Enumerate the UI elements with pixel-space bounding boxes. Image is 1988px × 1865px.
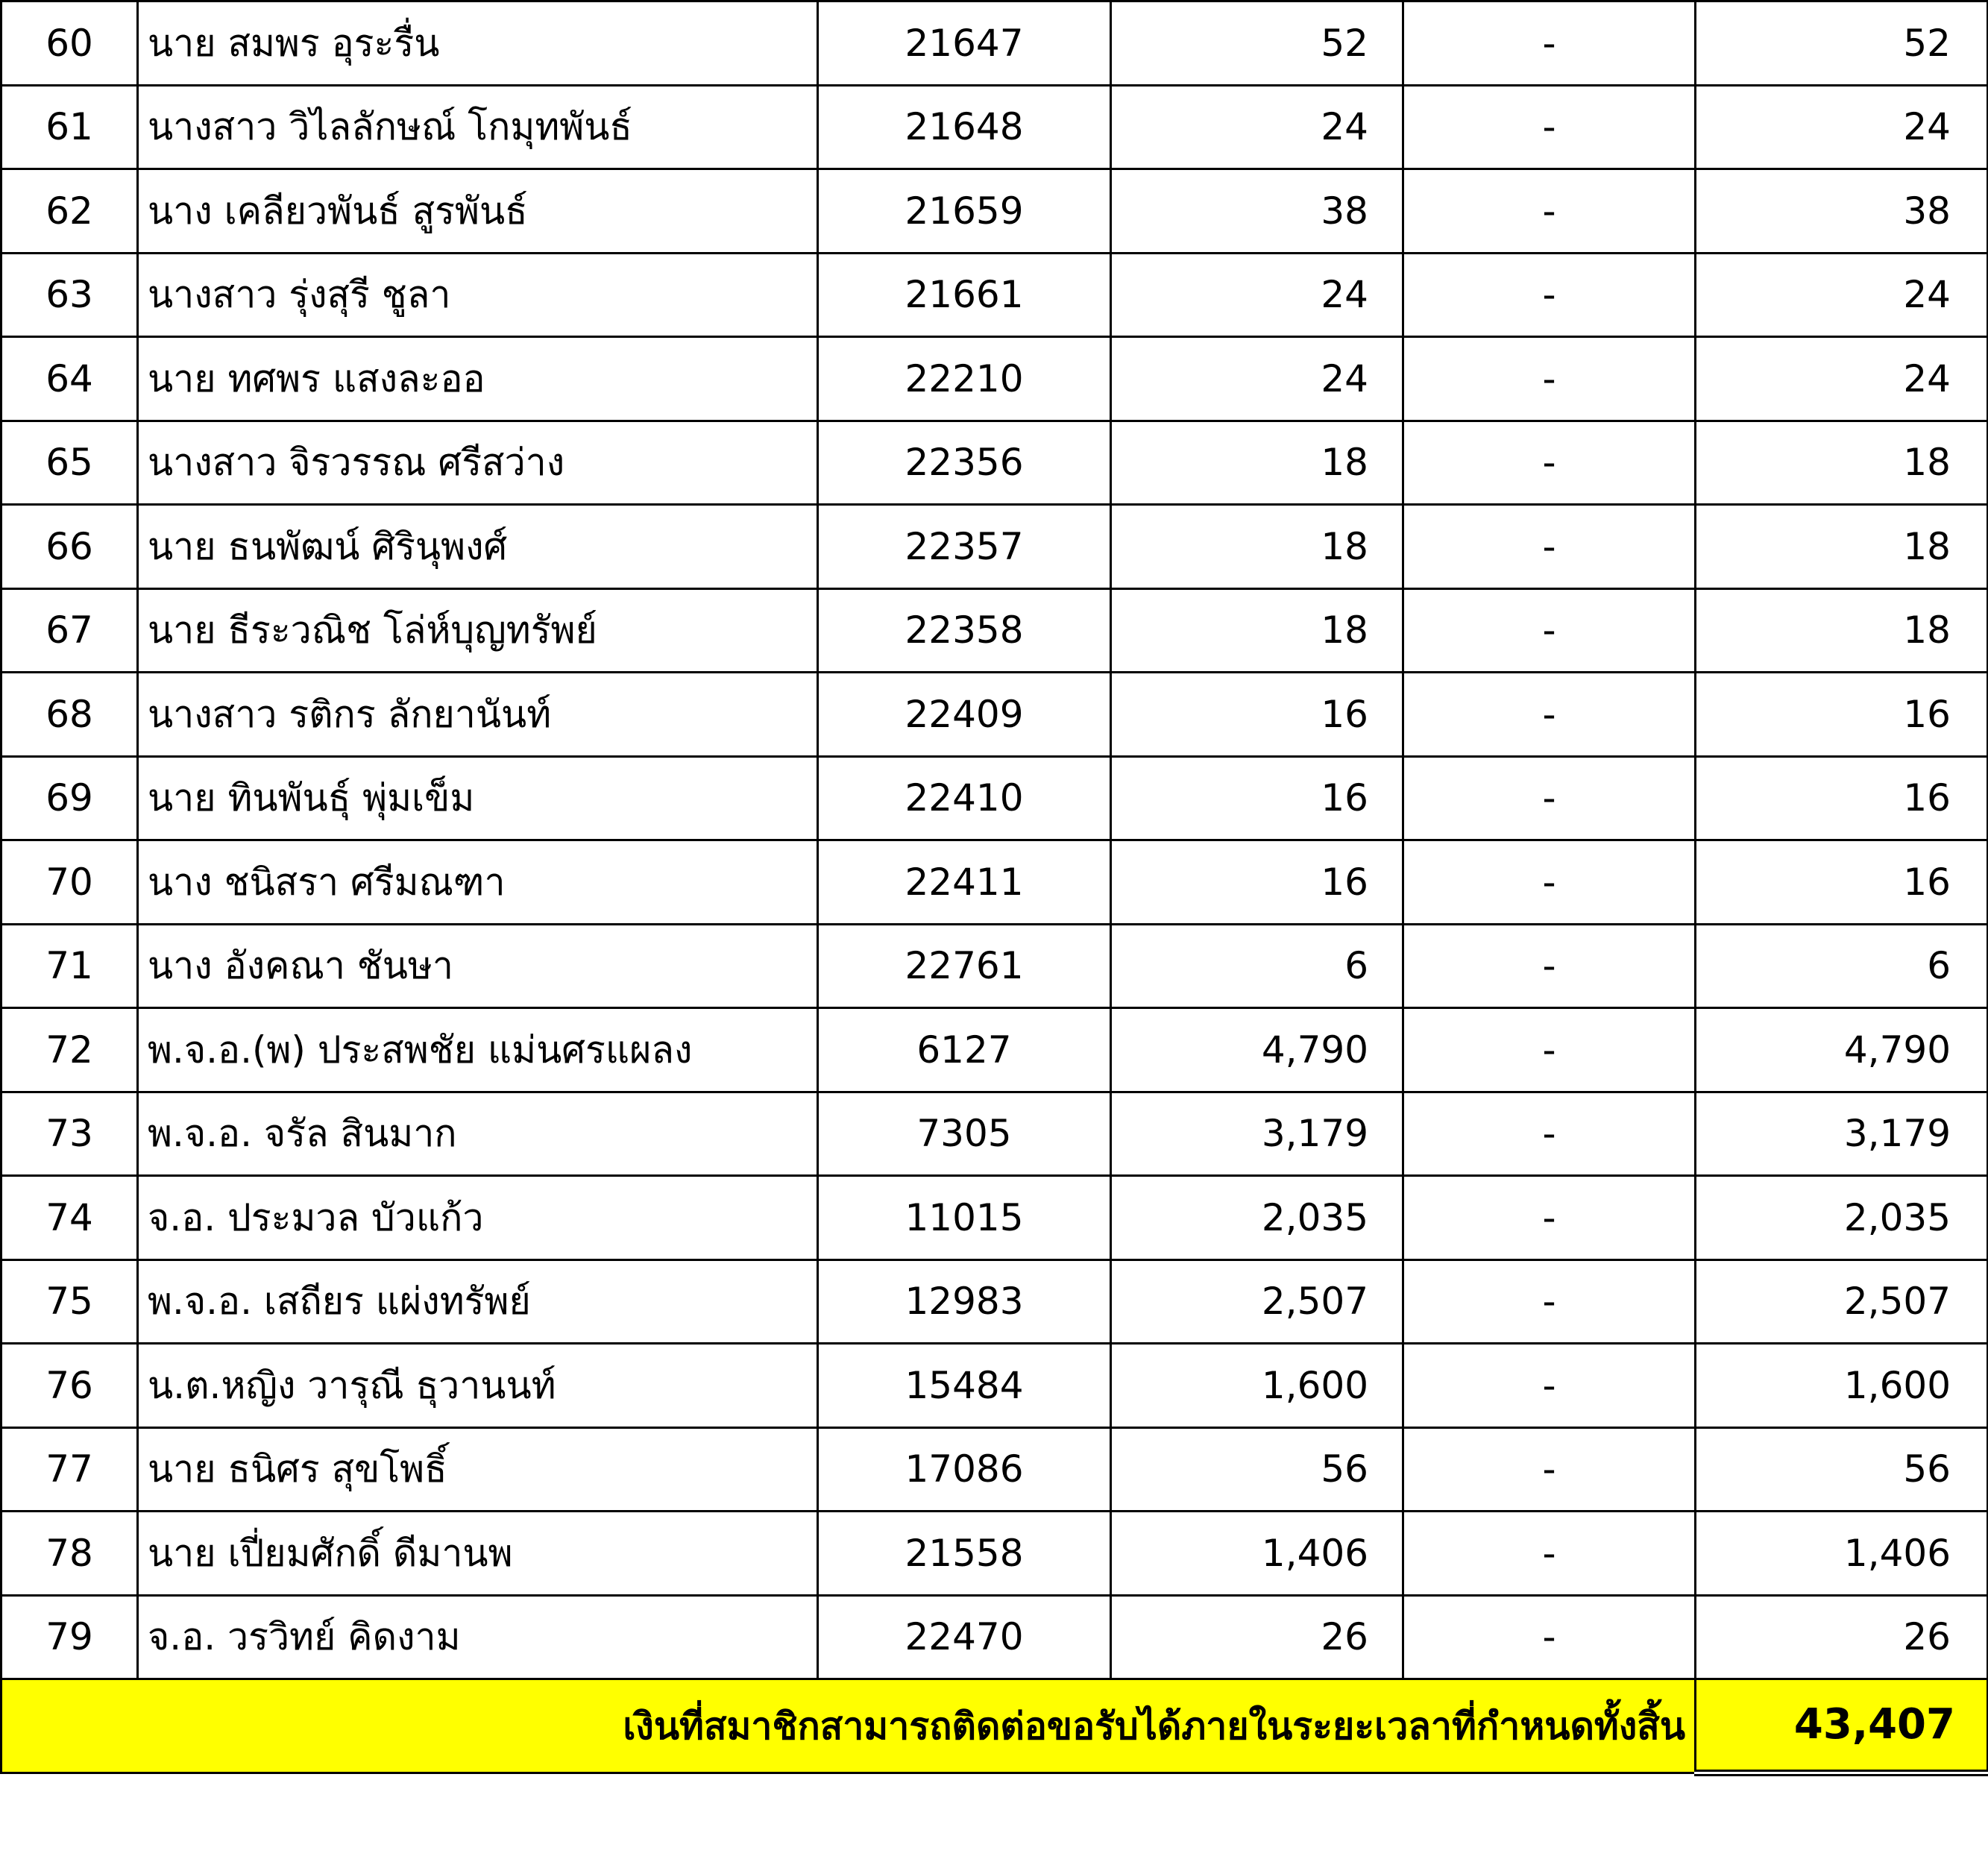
member-name: นาง ชนิสรา ศรีมณฑา [138,840,818,925]
row-total-cell: 26 [1696,1595,1988,1679]
row-total-cell: 18 [1696,588,1988,673]
member-name: นาย ธนิศร สุขโพธิ์ [138,1427,818,1512]
row-number: 61 [1,85,138,169]
member-id: 22356 [818,421,1111,505]
deduction-cell: - [1403,1595,1696,1679]
amount-cell: 18 [1111,505,1403,589]
grand-total-value: 43,407 [1696,1679,1988,1773]
table-row [1,924,1988,1008]
member-id: 22357 [818,505,1111,589]
table-row [1,1259,1988,1344]
member-name: นางสาว รติกร ลักยานันท์ [138,673,818,757]
row-number: 73 [1,1092,138,1176]
row-total-cell: 16 [1696,840,1988,925]
table-row [1,253,1988,337]
row-number: 72 [1,1008,138,1092]
table-row [1,673,1988,757]
row-number: 65 [1,421,138,505]
deduction-cell: - [1403,1,1696,86]
member-name: นาย สมพร อุระรื่น [138,1,818,86]
amount-cell: 52 [1111,1,1403,86]
row-total-cell: 24 [1696,85,1988,169]
deduction-cell: - [1403,1344,1696,1428]
row-total-cell: 1,406 [1696,1512,1988,1596]
member-id: 21661 [818,253,1111,337]
member-name: นางสาว รุ่งสุรี ชูลา [138,253,818,337]
member-id: 21647 [818,1,1111,86]
row-number: 64 [1,337,138,421]
row-total-cell: 2,507 [1696,1259,1988,1344]
amount-cell: 3,179 [1111,1092,1403,1176]
deduction-cell: - [1403,1176,1696,1260]
member-id: 6127 [818,1008,1111,1092]
member-id: 22411 [818,840,1111,925]
row-total-cell: 3,179 [1696,1092,1988,1176]
deduction-cell: - [1403,756,1696,840]
deduction-cell: - [1403,1092,1696,1176]
row-number: 77 [1,1427,138,1512]
member-id: 15484 [818,1344,1111,1428]
member-name: พ.จ.อ. เสถียร แผ่งทรัพย์ [138,1259,818,1344]
deduction-cell: - [1403,1427,1696,1512]
row-number: 63 [1,253,138,337]
member-name: นาย เปี่ยมศักดิ์ ดีมานพ [138,1512,818,1596]
amount-cell: 24 [1111,253,1403,337]
deduction-cell: - [1403,588,1696,673]
table-row [1,1512,1988,1596]
member-name: นาย ธนพัฒน์ ศิรินุพงศ์ [138,505,818,589]
amount-cell: 16 [1111,673,1403,757]
member-id: 22409 [818,673,1111,757]
member-id: 17086 [818,1427,1111,1512]
amount-cell: 24 [1111,337,1403,421]
amount-cell: 1,406 [1111,1512,1403,1596]
member-name: น.ต.หญิง วารุณี ธุวานนท์ [138,1344,818,1428]
member-name: นาง เคลียวพันธ์ สูรพันธ์ [138,169,818,254]
member-id: 7305 [818,1092,1111,1176]
table-row [1,1344,1988,1428]
table-row [1,588,1988,673]
row-total-cell: 38 [1696,169,1988,254]
table-row [1,85,1988,169]
member-name: พ.จ.อ.(พ) ประสพชัย แม่นศรแผลง [138,1008,818,1092]
row-total-cell: 18 [1696,421,1988,505]
total-label: เงินที่สมาชิกสามารถติดต่อขอรับได้ภายในระยะเวลาที่กำหนดทั้งสิ้น [1,1679,1696,1773]
deduction-cell: - [1403,85,1696,169]
member-id: 22470 [818,1595,1111,1679]
table-row [1,1,1988,86]
row-number: 71 [1,924,138,1008]
row-total-cell: 18 [1696,505,1988,589]
table-row [1,840,1988,925]
amount-cell: 18 [1111,421,1403,505]
member-id: 22761 [818,924,1111,1008]
row-number: 60 [1,1,138,86]
member-name: นาย ทินพันธุ์ พุ่มเข็ม [138,756,818,840]
row-total-cell: 24 [1696,337,1988,421]
member-name: นาย ทศพร แสงละออ [138,337,818,421]
row-number: 68 [1,673,138,757]
deduction-cell: - [1403,673,1696,757]
deduction-cell: - [1403,505,1696,589]
member-name: จ.อ. วรวิทย์ คิดงาม [138,1595,818,1679]
table-row [1,337,1988,421]
deduction-cell: - [1403,421,1696,505]
row-number: 69 [1,756,138,840]
row-number: 78 [1,1512,138,1596]
row-total-cell: 56 [1696,1427,1988,1512]
member-id: 21648 [818,85,1111,169]
row-number: 70 [1,840,138,925]
amount-cell: 38 [1111,169,1403,254]
row-number: 75 [1,1259,138,1344]
table-row [1,505,1988,589]
row-number: 76 [1,1344,138,1428]
member-name: นางสาว วิไลลักษณ์ โกมุทพันธ์ [138,85,818,169]
deduction-cell: - [1403,840,1696,925]
deduction-cell: - [1403,924,1696,1008]
deduction-cell: - [1403,337,1696,421]
row-total-cell: 52 [1696,1,1988,86]
row-number: 62 [1,169,138,254]
member-name: นางสาว จิรวรรณ ศรีสว่าง [138,421,818,505]
member-name: พ.จ.อ. จรัล สินมาก [138,1092,818,1176]
amount-cell: 24 [1111,85,1403,169]
member-name: จ.อ. ประมวล บัวแก้ว [138,1176,818,1260]
table-body [1,1,1988,1679]
deduction-cell: - [1403,1259,1696,1344]
table-row [1,1176,1988,1260]
member-id: 22358 [818,588,1111,673]
amount-cell: 18 [1111,588,1403,673]
amount-cell: 26 [1111,1595,1403,1679]
amount-cell: 16 [1111,840,1403,925]
table-row [1,169,1988,254]
row-number: 79 [1,1595,138,1679]
row-number: 66 [1,505,138,589]
amount-cell: 2,507 [1111,1259,1403,1344]
amount-cell: 16 [1111,756,1403,840]
table-row [1,1092,1988,1176]
member-id: 22410 [818,756,1111,840]
row-number: 67 [1,588,138,673]
row-total-cell: 16 [1696,756,1988,840]
deduction-cell: - [1403,169,1696,254]
row-total-cell: 4,790 [1696,1008,1988,1092]
member-name: นาย ธีระวณิช โล่ห์บุญทรัพย์ [138,588,818,673]
deduction-cell: - [1403,253,1696,337]
table-row [1,1008,1988,1092]
amount-cell: 2,035 [1111,1176,1403,1260]
total-row [1,1679,1988,1773]
deduction-cell: - [1403,1512,1696,1596]
table-row [1,421,1988,505]
member-id: 21659 [818,169,1111,254]
deduction-cell: - [1403,1008,1696,1092]
table-row [1,1427,1988,1512]
member-id: 22210 [818,337,1111,421]
row-total-cell: 24 [1696,253,1988,337]
row-total-cell: 2,035 [1696,1176,1988,1260]
member-id: 12983 [818,1259,1111,1344]
row-number: 74 [1,1176,138,1260]
row-total-cell: 1,600 [1696,1344,1988,1428]
amount-cell: 4,790 [1111,1008,1403,1092]
amount-cell: 1,600 [1111,1344,1403,1428]
table-row [1,1595,1988,1679]
row-total-cell: 16 [1696,673,1988,757]
member-id: 11015 [818,1176,1111,1260]
row-total-cell: 6 [1696,924,1988,1008]
amount-cell: 6 [1111,924,1403,1008]
table-row [1,756,1988,840]
member-name: นาง อังคณา ชันษา [138,924,818,1008]
member-id: 21558 [818,1512,1111,1596]
amount-cell: 56 [1111,1427,1403,1512]
